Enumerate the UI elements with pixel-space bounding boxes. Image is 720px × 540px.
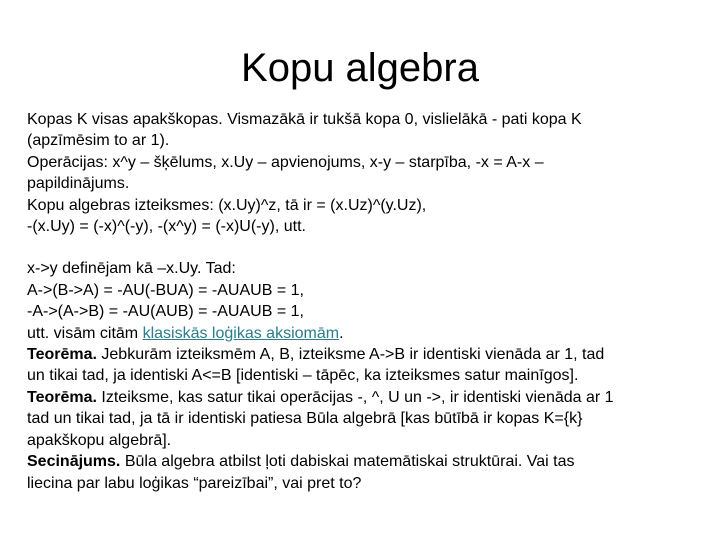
text-line: A->(B->A) = -AU(-BUA) = -AUAUB = 1, [27, 281, 304, 299]
text-line: un tikai tad, ja identiski A<=B [identiski – tāpēc, ka izteiksmes satur mainīgos]. [27, 367, 579, 385]
text-line: papildinājums. [27, 175, 130, 193]
text-fragment: utt. visām citām [27, 324, 143, 342]
text-fragment: Izteiksme, kas satur tikai operācijas -, ^, U un ->, ir identiski vienāda ar 1 [96, 388, 614, 406]
spacer [27, 237, 717, 258]
text-line: -(x.Uy) = (-x)^(-y), -(x^y) = (-x)U(-y), utt. [27, 218, 306, 236]
theorem-2 [27, 389, 614, 406]
theorem-label: Teorēma. [27, 346, 97, 364]
slide-title: Kopu algebra [241, 46, 479, 90]
theorem-label: Teorēma. [27, 388, 97, 406]
text-line: x->y definējam kā –x.Uy. Tad: [27, 260, 236, 278]
conclusion-label: Secinājums. [27, 453, 121, 471]
text-fragment: Jebkurām izteiksmēm A, B, izteiksme A->B ir identiski vienāda ar 1, tad [96, 346, 605, 364]
conclusion [27, 453, 575, 470]
text-line: (apzīmēsim to ar 1). [27, 132, 170, 150]
text-line: Kopas K visas apakškopas. Vismazākā ir tukšā kopa 0, vislielākā - pati kopa K [27, 111, 582, 128]
paragraph-definitions [27, 109, 717, 237]
text-fragment: Būla algebra atbilst ļoti dabiskai matemātiskai struktūrai. Vai tas [120, 453, 575, 471]
text-line: apakškopu algebrā]. [27, 431, 172, 449]
axioms-link[interactable]: klasiskās loģikas aksiomām [142, 324, 340, 342]
text-line: -A->(A->B) = -AU(AUB) = -AUAUB = 1, [27, 303, 304, 321]
text-line: liecina par labu loģikas “pareizībai”, vai pret to? [27, 474, 362, 492]
text-line [27, 325, 344, 342]
text-line: Operācijas: x^y – šķēlums, x.Uy – apvienojums, x-y – starpība, -x = A-x – [27, 153, 544, 171]
paragraph-implication [27, 258, 717, 493]
text-line: Kopu algebras izteiksmes: (x.Uy)^z, tā ir = (x.Uz)^(y.Uz), [27, 196, 427, 214]
text-line: tad un tikai tad, ja tā ir identiski patiesa Būla algebrā [kas būtībā ir kopas K={k} [27, 410, 583, 428]
slide-body [27, 109, 717, 494]
text-fragment: . [339, 324, 344, 342]
theorem-1 [27, 346, 604, 363]
